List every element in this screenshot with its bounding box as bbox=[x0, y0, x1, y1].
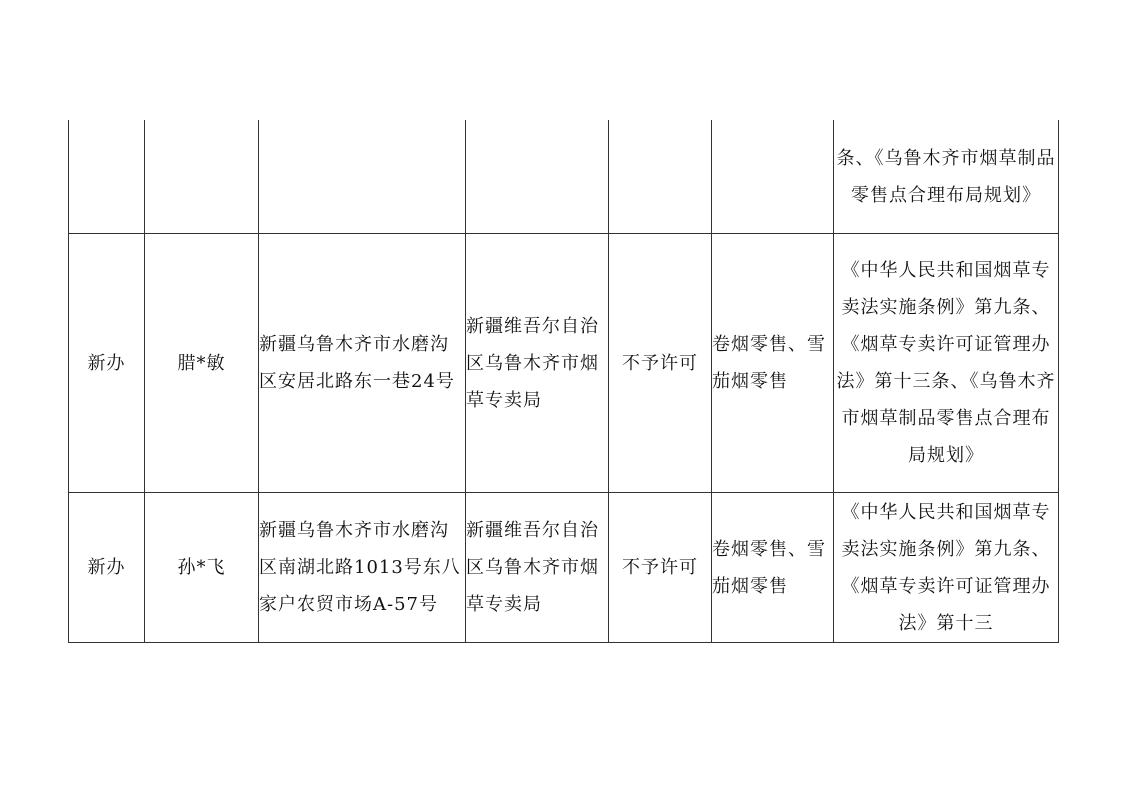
licensing-authority-cell: 新疆维吾尔自治区乌鲁木齐市烟草专卖局 bbox=[466, 493, 609, 643]
application-type-cell: 新办 bbox=[69, 493, 145, 643]
applicant-name-cell bbox=[145, 120, 259, 234]
table-row bbox=[69, 120, 1059, 234]
licensing-authority-cell bbox=[466, 120, 609, 234]
applicant-name-cell: 孙*飞 bbox=[145, 493, 259, 643]
decision-cell bbox=[609, 120, 712, 234]
decision-cell: 不予许可 bbox=[609, 493, 712, 643]
table-row bbox=[69, 493, 1059, 643]
business-address-cell: 新疆乌鲁木齐市水磨沟区南湖北路1013号东八家户农贸市场A-57号 bbox=[259, 493, 466, 643]
applicant-name-cell: 腊*敏 bbox=[145, 234, 259, 493]
decision-cell: 不予许可 bbox=[609, 234, 712, 493]
permit-decision-table bbox=[68, 120, 1059, 643]
legal-basis-cell: 《中华人民共和国烟草专卖法实施条例》第九条、《烟草专卖许可证管理办法》第十三 bbox=[834, 493, 1059, 643]
legal-basis-cell: 条、《乌鲁木齐市烟草制品零售点合理布局规划》 bbox=[834, 120, 1059, 234]
business-scope-cell: 卷烟零售、雪茄烟零售 bbox=[712, 493, 834, 643]
legal-basis-cell: 《中华人民共和国烟草专卖法实施条例》第九条、《烟草专卖许可证管理办法》第十三条、《乌鲁木齐市烟草制品零售点合理布局规划》 bbox=[834, 234, 1059, 493]
business-scope-cell: 卷烟零售、雪茄烟零售 bbox=[712, 234, 834, 493]
business-address-cell: 新疆乌鲁木齐市水磨沟区安居北路东一巷24号 bbox=[259, 234, 466, 493]
table-row bbox=[69, 234, 1059, 493]
licensing-authority-cell: 新疆维吾尔自治区乌鲁木齐市烟草专卖局 bbox=[466, 234, 609, 493]
business-address-cell bbox=[259, 120, 466, 234]
application-type-cell: 新办 bbox=[69, 234, 145, 493]
application-type-cell bbox=[69, 120, 145, 234]
business-scope-cell bbox=[712, 120, 834, 234]
